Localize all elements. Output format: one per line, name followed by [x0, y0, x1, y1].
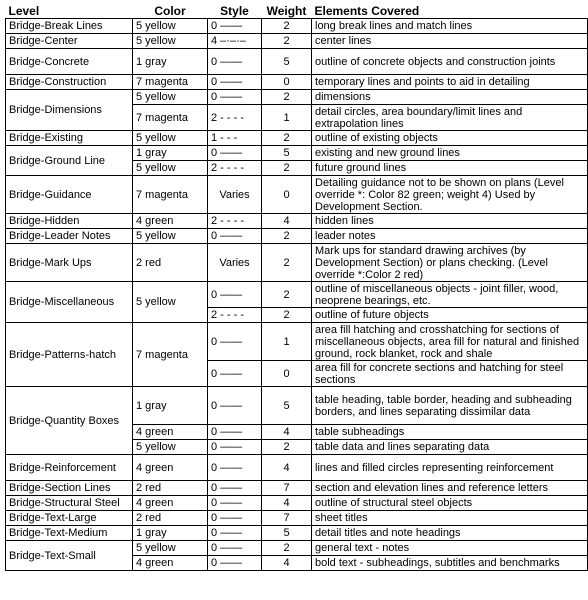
elements-covered-cell: Detailing guidance not to be shown on plans (Level override *: Color 82 green; weight 4) Used by Development Section.	[312, 176, 588, 214]
header-row	[6, 2, 588, 19]
level-cell: Bridge-Text-Medium	[6, 526, 133, 541]
weight-cell: 5	[262, 387, 312, 425]
color-cell: 7 magenta	[133, 75, 208, 90]
weight-cell: 5	[262, 526, 312, 541]
table-row	[6, 90, 588, 105]
color-cell: 7 magenta	[133, 176, 208, 214]
style-cell: 2 - - - -	[208, 161, 262, 176]
table-row	[6, 481, 588, 496]
weight-cell: 7	[262, 511, 312, 526]
elements-covered-cell: outline of existing objects	[312, 131, 588, 146]
style-cell: 0 ——	[208, 282, 262, 308]
level-cell: Bridge-Guidance	[6, 176, 133, 214]
weight-cell: 4	[262, 425, 312, 440]
table-row	[6, 75, 588, 90]
style-cell: 2 - - - -	[208, 105, 262, 131]
weight-cell: 5	[262, 146, 312, 161]
table-row	[6, 34, 588, 49]
level-cell: Bridge-Ground Line	[6, 146, 133, 176]
level-cell: Bridge-Construction	[6, 75, 133, 90]
table-row	[6, 282, 588, 308]
style-cell: 0 ——	[208, 511, 262, 526]
style-cell: 0 ——	[208, 75, 262, 90]
table-row	[6, 496, 588, 511]
elements-covered-cell: sheet titles	[312, 511, 588, 526]
level-table-container	[5, 2, 588, 571]
weight-cell: 2	[262, 308, 312, 323]
style-cell: 0 ——	[208, 323, 262, 361]
elements-covered-cell: hidden lines	[312, 214, 588, 229]
header-elements-covered: Elements Covered	[314, 3, 420, 18]
weight-cell: 4	[262, 556, 312, 571]
elements-covered-cell: outline of miscellaneous objects - joint filler, wood, neoprene bearings, etc.	[312, 282, 588, 308]
style-cell: 2 - - - -	[208, 308, 262, 323]
color-cell: 2 red	[133, 481, 208, 496]
color-cell: 2 red	[133, 511, 208, 526]
weight-cell: 4	[262, 455, 312, 481]
table-row	[6, 541, 588, 556]
table-row	[6, 526, 588, 541]
color-cell: 2 red	[133, 244, 208, 282]
header-weight: Weight	[266, 3, 307, 18]
elements-covered-cell: future ground lines	[312, 161, 588, 176]
level-cell: Bridge-Text-Small	[6, 541, 133, 571]
elements-covered-cell: area fill hatching and crosshatching for sections of miscellaneous objects, area fill for natural and finished ground, rock blanket, rock and shale	[312, 323, 588, 361]
color-cell: 4 green	[133, 214, 208, 229]
color-cell: 5 yellow	[133, 229, 208, 244]
elements-covered-cell: outline of concrete objects and construction joints	[312, 49, 588, 75]
style-cell: 0 ——	[208, 440, 262, 455]
color-cell: 5 yellow	[133, 282, 208, 323]
color-cell: 4 green	[133, 455, 208, 481]
style-cell: 1 - - -	[208, 131, 262, 146]
table-row	[6, 323, 588, 361]
weight-cell: 1	[262, 323, 312, 361]
style-cell: Varies	[208, 176, 262, 214]
style-cell: 0 ——	[208, 496, 262, 511]
elements-covered-cell: existing and new ground lines	[312, 146, 588, 161]
weight-cell: 1	[262, 105, 312, 131]
table-row	[6, 455, 588, 481]
level-cell: Bridge-Dimensions	[6, 90, 133, 131]
weight-cell: 2	[262, 541, 312, 556]
elements-covered-cell: table subheadings	[312, 425, 588, 440]
table-row	[6, 511, 588, 526]
elements-covered-cell: outline of structural steel objects	[312, 496, 588, 511]
elements-covered-cell: section and elevation lines and reference letters	[312, 481, 588, 496]
style-cell: 0 ——	[208, 526, 262, 541]
elements-covered-cell: leader notes	[312, 229, 588, 244]
elements-covered-cell: area fill for concrete sections and hatching for steel sections	[312, 361, 588, 387]
header-style: Style	[220, 3, 249, 18]
elements-covered-cell: general text - notes	[312, 541, 588, 556]
level-cell: Bridge-Leader Notes	[6, 229, 133, 244]
level-cell: Bridge-Break Lines	[6, 19, 133, 34]
color-cell: 5 yellow	[133, 90, 208, 105]
elements-covered-cell: center lines	[312, 34, 588, 49]
table-row	[6, 49, 588, 75]
style-cell: 0 ——	[208, 19, 262, 34]
style-cell: 0 ——	[208, 556, 262, 571]
color-cell: 5 yellow	[133, 541, 208, 556]
elements-covered-cell: long break lines and match lines	[312, 19, 588, 34]
header-level: Level	[8, 3, 40, 18]
table-row	[6, 244, 588, 282]
weight-cell: 2	[262, 131, 312, 146]
color-cell: 5 yellow	[133, 19, 208, 34]
elements-covered-cell: table heading, table border, heading and subheading borders, and lines separating dissimilar data	[312, 387, 588, 425]
color-cell: 7 magenta	[133, 323, 208, 387]
style-cell: 0 ——	[208, 49, 262, 75]
level-cell: Bridge-Structural Steel	[6, 496, 133, 511]
level-cell: Bridge-Center	[6, 34, 133, 49]
elements-covered-cell: outline of future objects	[312, 308, 588, 323]
weight-cell: 2	[262, 440, 312, 455]
style-cell: 0 ——	[208, 229, 262, 244]
weight-cell: 4	[262, 214, 312, 229]
table-row	[6, 146, 588, 161]
style-cell: 0 ——	[208, 387, 262, 425]
style-cell: 0 ——	[208, 481, 262, 496]
color-cell: 5 yellow	[133, 440, 208, 455]
table-row	[6, 229, 588, 244]
weight-cell: 2	[262, 244, 312, 282]
weight-cell: 2	[262, 282, 312, 308]
color-cell: 5 yellow	[133, 131, 208, 146]
style-cell: 2 - - - -	[208, 214, 262, 229]
table-row	[6, 131, 588, 146]
weight-cell: 4	[262, 496, 312, 511]
style-cell: Varies	[208, 244, 262, 282]
level-table	[5, 2, 588, 571]
color-cell: 4 green	[133, 556, 208, 571]
level-cell: Bridge-Concrete	[6, 49, 133, 75]
style-cell: 4 –·–·–	[208, 34, 262, 49]
color-cell: 1 gray	[133, 387, 208, 425]
weight-cell: 0	[262, 176, 312, 214]
level-cell: Bridge-Reinforcement	[6, 455, 133, 481]
color-cell: 5 yellow	[133, 34, 208, 49]
weight-cell: 2	[262, 19, 312, 34]
elements-covered-cell: table data and lines separating data	[312, 440, 588, 455]
header-color: Color	[154, 3, 186, 18]
elements-covered-cell: temporary lines and points to aid in detailing	[312, 75, 588, 90]
weight-cell: 2	[262, 90, 312, 105]
table-row	[6, 387, 588, 425]
color-cell: 4 green	[133, 425, 208, 440]
elements-covered-cell: detail titles and note headings	[312, 526, 588, 541]
level-cell: Bridge-Existing	[6, 131, 133, 146]
color-cell: 7 magenta	[133, 105, 208, 131]
style-cell: 0 ——	[208, 361, 262, 387]
weight-cell: 0	[262, 75, 312, 90]
table-row	[6, 19, 588, 34]
weight-cell: 2	[262, 161, 312, 176]
style-cell: 0 ——	[208, 146, 262, 161]
style-cell: 0 ——	[208, 425, 262, 440]
weight-cell: 5	[262, 49, 312, 75]
weight-cell: 0	[262, 361, 312, 387]
elements-covered-cell: Mark ups for standard drawing archives (by Development Section) or plans checking. (Level override *:Color 2 red)	[312, 244, 588, 282]
level-cell: Bridge-Miscellaneous	[6, 282, 133, 323]
elements-covered-cell: dimensions	[312, 90, 588, 105]
style-cell: 0 ——	[208, 90, 262, 105]
color-cell: 1 gray	[133, 526, 208, 541]
weight-cell: 2	[262, 34, 312, 49]
color-cell: 5 yellow	[133, 161, 208, 176]
level-cell: Bridge-Quantity Boxes	[6, 387, 133, 455]
level-cell: Bridge-Patterns-hatch	[6, 323, 133, 387]
weight-cell: 2	[262, 229, 312, 244]
elements-covered-cell: detail circles, area boundary/limit lines and extrapolation lines	[312, 105, 588, 131]
color-cell: 1 gray	[133, 49, 208, 75]
color-cell: 1 gray	[133, 146, 208, 161]
color-cell: 4 green	[133, 496, 208, 511]
level-cell: Bridge-Hidden	[6, 214, 133, 229]
style-cell: 0 ——	[208, 455, 262, 481]
weight-cell: 7	[262, 481, 312, 496]
table-row	[6, 214, 588, 229]
level-cell: Bridge-Section Lines	[6, 481, 133, 496]
elements-covered-cell: bold text - subheadings, subtitles and benchmarks	[312, 556, 588, 571]
elements-covered-cell: lines and filled circles representing reinforcement	[312, 455, 588, 481]
level-cell: Bridge-Text-Large	[6, 511, 133, 526]
level-cell: Bridge-Mark Ups	[6, 244, 133, 282]
table-row	[6, 176, 588, 214]
style-cell: 0 ——	[208, 541, 262, 556]
table-body	[6, 19, 588, 571]
